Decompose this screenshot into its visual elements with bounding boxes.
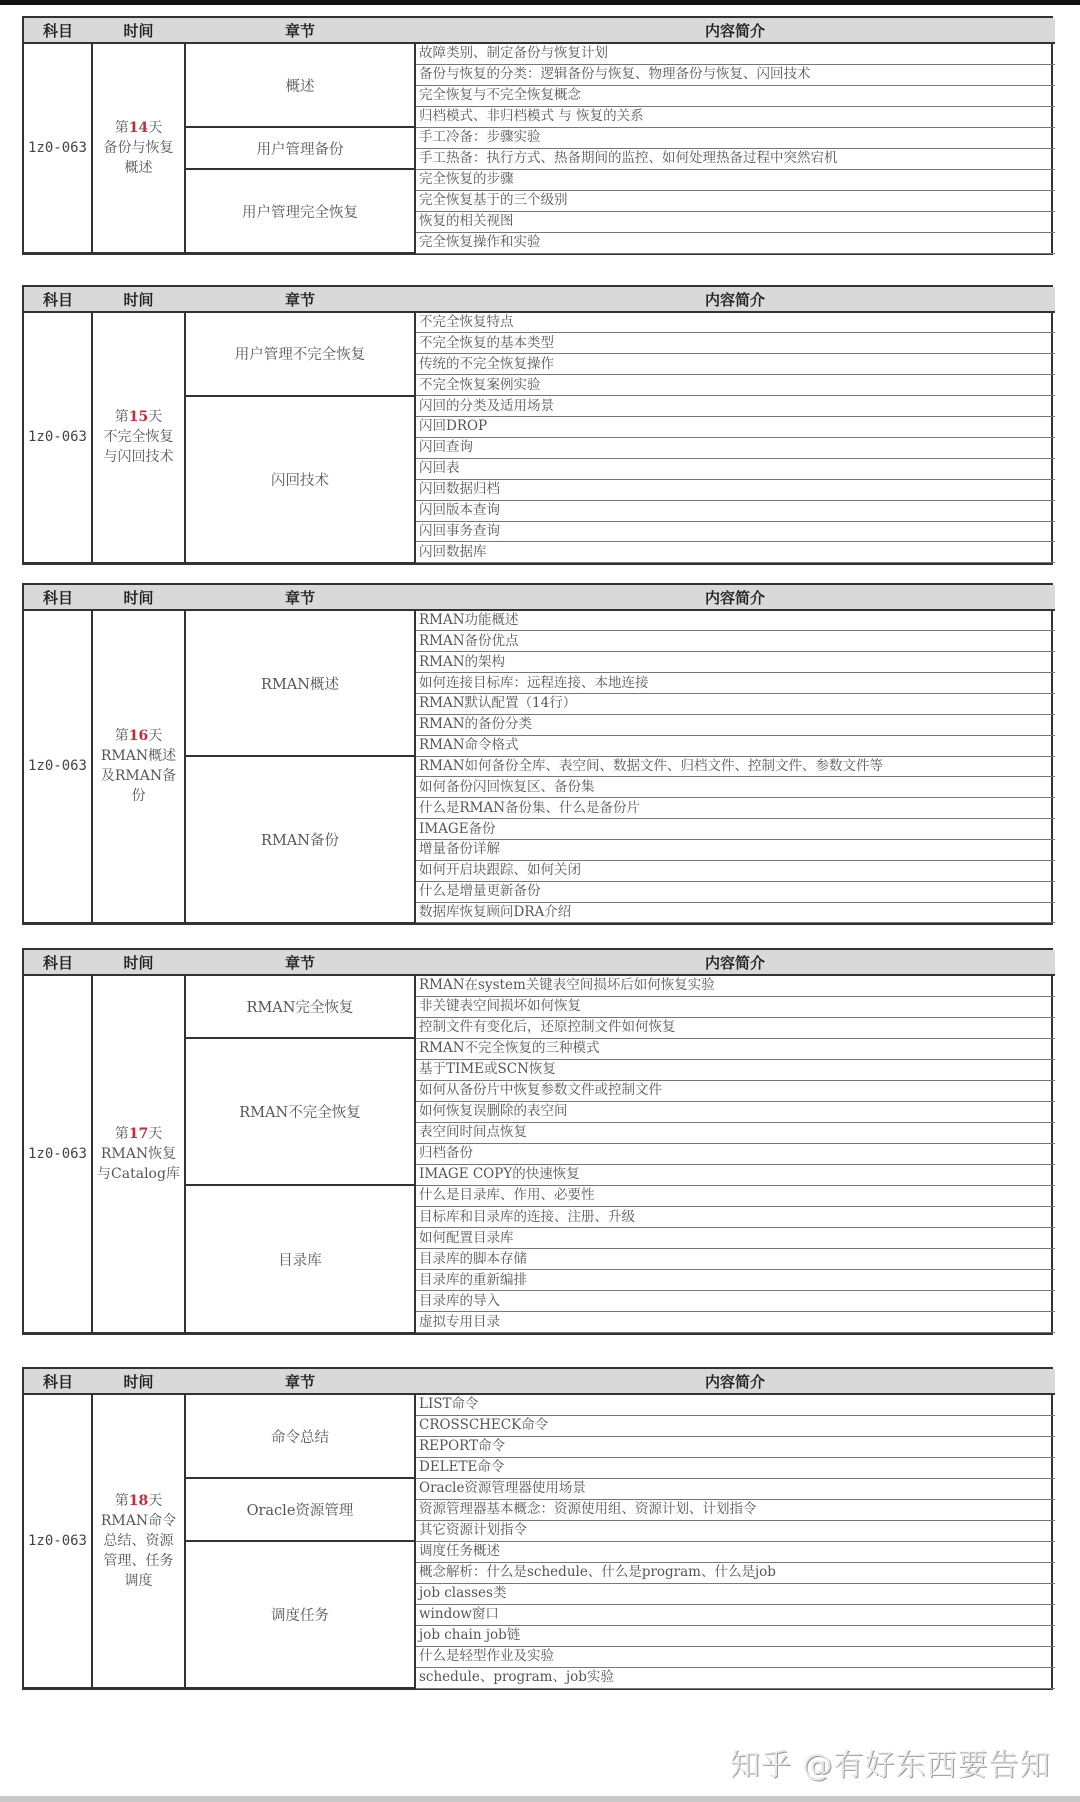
content-item: 如何备份闪回恢复区、备份集 — [415, 777, 1055, 798]
day-suffix: 天 — [148, 1125, 163, 1142]
chapter-cell: 目录库 — [185, 1185, 415, 1332]
content-item: LIST命令 — [415, 1394, 1055, 1415]
day-number: 17 — [128, 1125, 149, 1142]
day-number: 14 — [128, 120, 149, 136]
time-header: 时间 — [92, 1369, 185, 1394]
content-item: 目录库的重新编排 — [415, 1270, 1055, 1291]
content-item: 手工冷备：步骤实验 — [415, 127, 1055, 148]
content-item: 闪回表 — [415, 458, 1055, 479]
content-item: DELETE命令 — [415, 1457, 1055, 1478]
chapter-header: 章节 — [185, 287, 415, 312]
content-item: 如何从备份片中恢复参数文件或控制文件 — [415, 1080, 1055, 1101]
content-item: 基于TIME或SCN恢复 — [415, 1059, 1055, 1080]
content-item: IMAGE COPY的快速恢复 — [415, 1164, 1055, 1185]
chapter-cell: 命令总结 — [185, 1394, 415, 1478]
content-item: RMAN不完全恢复的三种模式 — [415, 1038, 1055, 1059]
day-prefix: 第 — [114, 409, 129, 426]
content-item: 资源管理器基本概念：资源使用组、资源计划、计划指令 — [415, 1499, 1055, 1520]
content-item: 目录库的导入 — [415, 1291, 1055, 1312]
content-item: 数据库恢复顾问DRA介绍 — [415, 902, 1055, 923]
content-item: 不完全恢复特点 — [415, 312, 1055, 333]
content-item: 虚拟专用目录 — [415, 1312, 1055, 1333]
time-header: 时间 — [92, 950, 185, 975]
chapter-header: 章节 — [185, 950, 415, 975]
content-item: 闪回查询 — [415, 437, 1055, 458]
schedule-table-day-14 — [22, 16, 1053, 255]
content-item: 闪回数据归档 — [415, 479, 1055, 500]
chapter-cell: 用户管理不完全恢复 — [185, 312, 415, 396]
content-item: 归档模式、非归档模式 与 恢复的关系 — [415, 106, 1055, 127]
schedule-table-day-17 — [22, 948, 1053, 1335]
chapter-cell: 闪回技术 — [185, 396, 415, 563]
chapter-cell: RMAN概述 — [185, 610, 415, 756]
content-item: RMAN备份优点 — [415, 631, 1055, 652]
content-item: 表空间时间点恢复 — [415, 1122, 1055, 1143]
subject-cell: 1z0-063 — [24, 312, 92, 563]
subject-header: 科目 — [24, 1369, 92, 1394]
chapter-header: 章节 — [185, 585, 415, 610]
day-title: 备份与恢复概述 — [103, 140, 174, 176]
content-item: 闪回事务查询 — [415, 521, 1055, 542]
content-header: 内容简介 — [415, 585, 1055, 610]
content-item: RMAN在system关键表空间损坏后如何恢复实验 — [415, 975, 1055, 996]
chapter-cell: RMAN备份 — [185, 756, 415, 923]
content-item: 增量备份详解 — [415, 839, 1055, 860]
schedule-table-day-16 — [22, 583, 1053, 925]
content-item: 手工热备：执行方式、热备期间的监控、如何处理热备过程中突然宕机 — [415, 148, 1055, 169]
day-number: 18 — [128, 1493, 149, 1509]
content-item: 什么是RMAN备份集、什么是备份片 — [415, 798, 1055, 819]
time-header: 时间 — [92, 18, 185, 43]
content-header: 内容简介 — [415, 18, 1055, 43]
chapter-cell: RMAN完全恢复 — [185, 975, 415, 1038]
content-item: window窗口 — [415, 1604, 1055, 1625]
day-label — [97, 726, 180, 746]
content-item: RMAN功能概述 — [415, 610, 1055, 631]
day-suffix: 天 — [148, 728, 163, 745]
day-suffix: 天 — [148, 120, 163, 136]
table-row — [24, 312, 1055, 333]
content-item: 调度任务概述 — [415, 1541, 1055, 1562]
content-item: 归档备份 — [415, 1143, 1055, 1164]
day-label — [97, 407, 180, 427]
content-item: 目标库和目录库的连接、注册、升级 — [415, 1207, 1055, 1228]
table-row — [24, 610, 1055, 631]
content-item: 闪回版本查询 — [415, 500, 1055, 521]
content-item: 如何恢复误删除的表空间 — [415, 1101, 1055, 1122]
content-item: RMAN默认配置（14行） — [415, 693, 1055, 714]
content-item: RMAN的架构 — [415, 652, 1055, 673]
content-item: 不完全恢复的基本类型 — [415, 333, 1055, 354]
content-item: 概念解析：什么是schedule、什么是program、什么是job — [415, 1562, 1055, 1583]
day-prefix: 第 — [114, 1493, 129, 1509]
day-title: RMAN概述及RMAN备份 — [100, 748, 177, 805]
content-item: 完全恢复与不完全恢复概念 — [415, 85, 1055, 106]
content-item: 故障类别、制定备份与恢复计划 — [415, 43, 1055, 64]
day-cell — [92, 312, 185, 563]
content-item: 什么是轻型作业及实验 — [415, 1646, 1055, 1667]
content-item: 如何开启块跟踪、如何关闭 — [415, 860, 1055, 881]
content-item: 闪回的分类及适用场景 — [415, 396, 1055, 417]
content-item: RMAN如何备份全库、表空间、数据文件、归档文件、控制文件、参数文件等 — [415, 756, 1055, 777]
content-header: 内容简介 — [415, 1369, 1055, 1394]
subject-cell: 1z0-063 — [24, 975, 92, 1333]
content-item: 恢复的相关视图 — [415, 211, 1055, 232]
day-prefix: 第 — [114, 1125, 129, 1142]
content-item: REPORT命令 — [415, 1436, 1055, 1457]
content-item: 什么是目录库、作用、必要性 — [415, 1185, 1055, 1206]
day-label — [97, 118, 180, 138]
schedule-table-day-18 — [22, 1367, 1053, 1690]
content-item: 传统的不完全恢复操作 — [415, 354, 1055, 375]
day-title: 不完全恢复与闪回技术 — [103, 429, 174, 466]
content-item: 如何配置目录库 — [415, 1228, 1055, 1249]
content-item: 完全恢复操作和实验 — [415, 232, 1055, 253]
time-header: 时间 — [92, 585, 185, 610]
day-prefix: 第 — [114, 728, 129, 745]
content-item: RMAN命令格式 — [415, 735, 1055, 756]
table-row — [24, 975, 1055, 996]
content-item: job chain job链 — [415, 1625, 1055, 1646]
content-item: CROSSCHECK命令 — [415, 1415, 1055, 1436]
day-cell — [92, 43, 185, 253]
subject-cell: 1z0-063 — [24, 43, 92, 253]
chapter-cell: 用户管理备份 — [185, 127, 415, 169]
content-item: 备份与恢复的分类：逻辑备份与恢复、物理备份与恢复、闪回技术 — [415, 64, 1055, 85]
content-header: 内容简介 — [415, 287, 1055, 312]
chapter-cell: RMAN不完全恢复 — [185, 1038, 415, 1185]
watermark: 知乎 @有好东西要告知 — [730, 1748, 1051, 1783]
subject-header: 科目 — [24, 950, 92, 975]
content-item: 不完全恢复案例实验 — [415, 375, 1055, 396]
chapter-header: 章节 — [185, 18, 415, 43]
schedule-table-day-15 — [22, 285, 1053, 565]
content-item: job classes类 — [415, 1583, 1055, 1604]
content-item: 完全恢复的步骤 — [415, 169, 1055, 190]
content-item: IMAGE备份 — [415, 819, 1055, 840]
subject-cell: 1z0-063 — [24, 1394, 92, 1688]
day-title: RMAN命令总结、资源管理、任务调度 — [100, 1513, 177, 1589]
content-header: 内容简介 — [415, 950, 1055, 975]
subject-header: 科目 — [24, 585, 92, 610]
chapter-header: 章节 — [185, 1369, 415, 1394]
content-item: 目录库的脚本存储 — [415, 1249, 1055, 1270]
day-label — [97, 1124, 180, 1144]
content-item: 完全恢复基于的三个级别 — [415, 190, 1055, 211]
day-number: 16 — [128, 728, 149, 745]
subject-cell: 1z0-063 — [24, 610, 92, 923]
table-row — [24, 43, 1055, 64]
content-item: 如何连接目标库：远程连接、本地连接 — [415, 673, 1055, 694]
day-title: RMAN恢复与Catalog库 — [97, 1145, 180, 1182]
content-item: 什么是增量更新备份 — [415, 881, 1055, 902]
chapter-cell: 调度任务 — [185, 1541, 415, 1688]
content-item: 闪回DROP — [415, 417, 1055, 438]
content-item: schedule、program、job实验 — [415, 1667, 1055, 1688]
bottom-edge-bar — [0, 1796, 1080, 1802]
subject-header: 科目 — [24, 18, 92, 43]
time-header: 时间 — [92, 287, 185, 312]
content-item: 其它资源计划指令 — [415, 1520, 1055, 1541]
chapter-cell: Oracle资源管理 — [185, 1478, 415, 1541]
day-label — [97, 1491, 180, 1511]
day-cell — [92, 610, 185, 923]
day-prefix: 第 — [114, 120, 129, 136]
content-item: 控制文件有变化后，还原控制文件如何恢复 — [415, 1017, 1055, 1038]
day-suffix: 天 — [148, 1493, 163, 1509]
day-cell — [92, 975, 185, 1333]
top-edge-bar — [0, 0, 1080, 5]
table-row — [24, 1394, 1055, 1415]
chapter-cell: 用户管理完全恢复 — [185, 169, 415, 253]
content-item: 闪回数据库 — [415, 542, 1055, 563]
content-item: Oracle资源管理器使用场景 — [415, 1478, 1055, 1499]
day-suffix: 天 — [148, 409, 163, 426]
chapter-cell: 概述 — [185, 43, 415, 127]
content-item: 非关键表空间损坏如何恢复 — [415, 996, 1055, 1017]
day-number: 15 — [128, 409, 149, 426]
day-cell — [92, 1394, 185, 1688]
subject-header: 科目 — [24, 287, 92, 312]
content-item: RMAN的备份分类 — [415, 714, 1055, 735]
